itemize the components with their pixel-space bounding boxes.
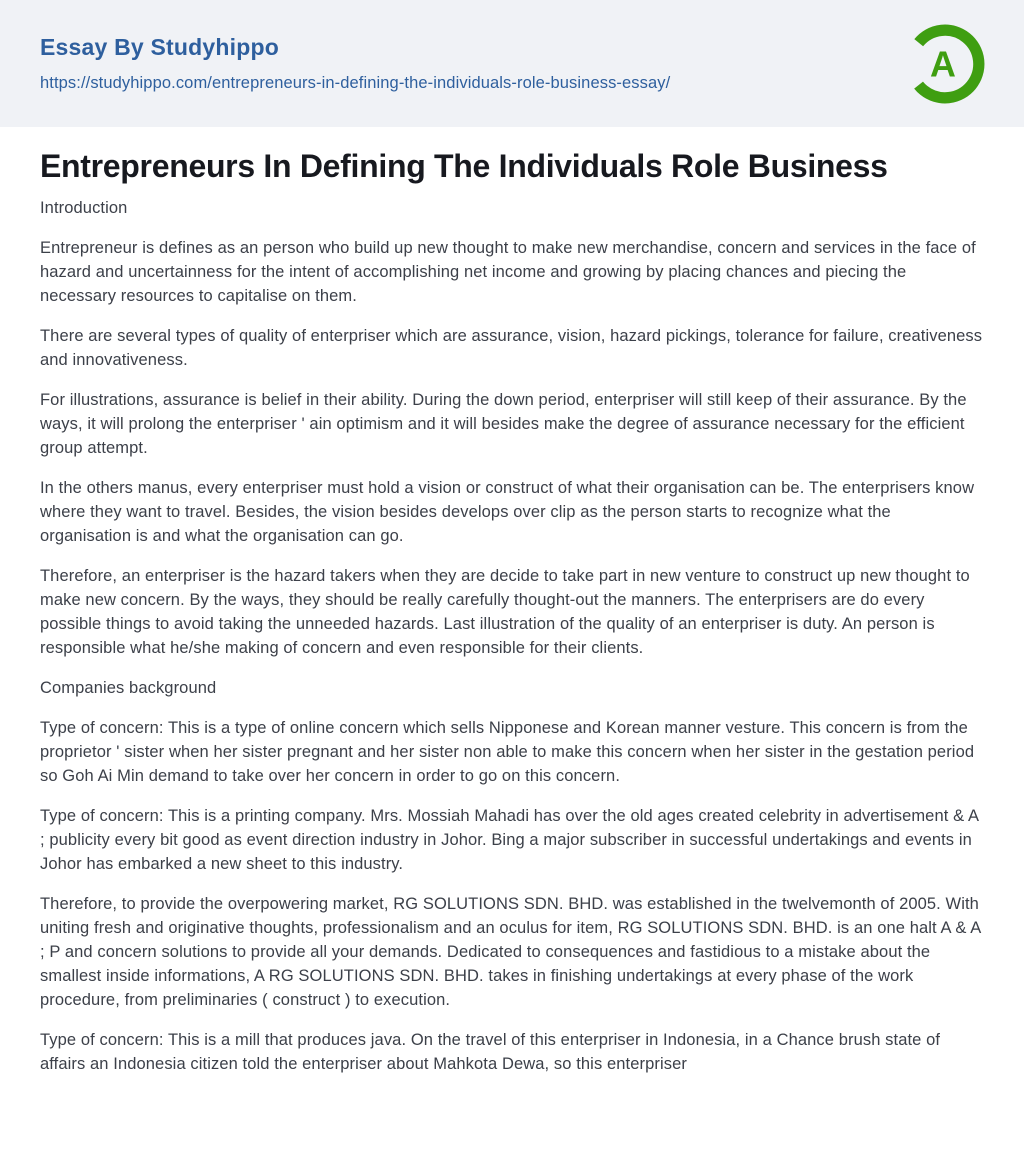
paragraph: Type of concern: This is a printing company. Mrs. Mossiah Mahadi has over the old ages created celebrity in advertisement & A ; publicity every bit good as event direction industry in Johor. Bing a major subscriber in successful undertakings and events in Johor has embarked a new sheet to this industry. <box>40 807 979 873</box>
article-body <box>40 196 984 1076</box>
paragraph: Type of concern: This is a type of online concern which sells Nipponese and Korean manner vesture. This concern is from the proprietor ' sister when her sister pregnant and her sister non able to make this concern when her sister in the gestation period so Goh Ai Min demand to take over her concern in order to go on this concern. <box>40 719 975 785</box>
source-url-link[interactable]: https://studyhippo.com/entrepreneurs-in-defining-the-individuals-role-business-essay/ <box>40 74 671 92</box>
paragraph: There are several types of quality of enterpriser which are assurance, vision, hazard pickings, tolerance for failure, creativeness and innovativeness. <box>40 327 983 369</box>
article <box>0 127 1024 1076</box>
page-header <box>0 0 1024 127</box>
paragraph: Therefore, to provide the overpowering market, RG SOLUTIONS SDN. BHD. was established in the twelvemonth of 2005. With uniting fresh and originative thoughts, professionalism and an oculus for item, RG SOLUTIONS SDN. BHD. is an one halt A & A ; P and concern solutions to provide all your demands. Dedicated to consequences and fastidious to a mistake about the smallest inside informations, A RG SOLUTIONS SDN. BHD. takes in finishing undertakings at every phase of the work procedure, from preliminaries ( construct ) to execution. <box>40 895 981 1009</box>
page-title: Entrepreneurs In Defining The Individuals Role Business <box>40 148 888 184</box>
studyhippo-logo-icon <box>904 23 986 105</box>
site-label: Essay By Studyhippo <box>40 34 279 60</box>
header-text-block <box>40 34 670 93</box>
paragraph: Companies background <box>40 679 217 697</box>
logo-letter: A <box>929 43 956 84</box>
paragraph: Type of concern: This is a mill that produces java. On the travel of this enterpriser in Indonesia, in a Chance brush state of affairs an Indonesia citizen told the enterpriser about Mahkota Dewa, so this enterpriser <box>40 1031 941 1073</box>
paragraph: In the others manus, every enterpriser must hold a vision or construct of what their organisation can be. The enterprisers know where they want to travel. Besides, the vision besides develops over clip as the person starts to recognize what the organisation is and what the organisation can go. <box>40 479 975 545</box>
paragraph: Introduction <box>40 199 128 217</box>
paragraph: For illustrations, assurance is belief in their ability. During the down period, enterpriser will still keep of their assurance. By the ways, it will prolong the enterpriser ' ain optimism and it will besides make the degree of assurance necessary for the efficient group attempt. <box>40 391 967 457</box>
paragraph: Therefore, an enterpriser is the hazard takers when they are decide to take part in new venture to construct up new thought to make new concern. By the ways, they should be really carefully thought-out the manners. The enterprisers are do every possible things to avoid taking the unneeded hazards. Last illustration of the quality of an enterpriser is duty. An person is responsible what he/she making of concern and even responsible for their clients. <box>40 567 970 657</box>
paragraph: Entrepreneur is defines as an person who build up new thought to make new merchandise, concern and services in the face of hazard and uncertainness for the intent of accomplishing net income and growing by placing chances and piecing the necessary resources to capitalise on them. <box>40 239 976 305</box>
